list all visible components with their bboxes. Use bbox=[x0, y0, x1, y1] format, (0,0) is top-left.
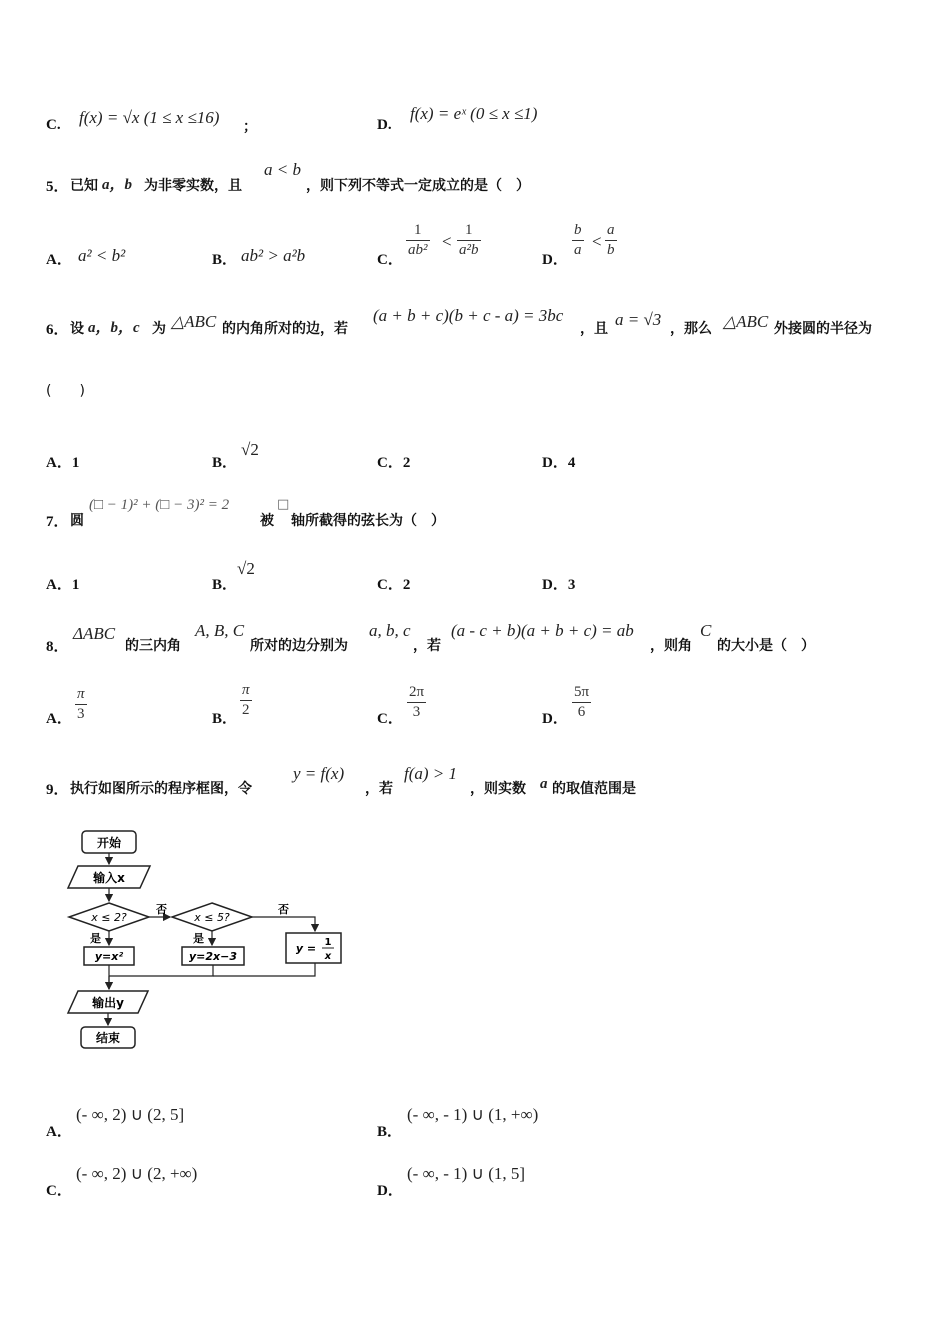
q7-option-c[interactable]: C．2 bbox=[377, 577, 411, 593]
q5-condition: a < b bbox=[264, 160, 301, 179]
q6-option-c[interactable]: C．2 bbox=[377, 455, 411, 471]
q9-option-b-expr: (- ∞, - 1) ∪ (1, +∞) bbox=[407, 1105, 539, 1124]
q6-condition-2: a = √3 bbox=[615, 310, 662, 329]
q7-stem-1: 圆 bbox=[70, 513, 84, 529]
q9-condition: f(a) > 1 bbox=[404, 764, 458, 783]
q6-triangle: △ABC bbox=[171, 312, 217, 331]
flow-decision-1-text: x ≤ 2? bbox=[91, 911, 127, 924]
q5-number: 5． bbox=[46, 179, 69, 195]
q9-option-c-label: C． bbox=[46, 1183, 72, 1199]
q8-option-b-label: B． bbox=[212, 711, 238, 727]
q9-var-a: a bbox=[540, 776, 548, 792]
q7-option-d[interactable]: D．3 bbox=[542, 577, 576, 593]
q5-option-c-fraction-1: 1 ab² bbox=[408, 222, 428, 258]
q8-angle-c: C bbox=[700, 621, 712, 640]
q7-number: 7． bbox=[46, 514, 69, 530]
q9-stem-1: 执行如图所示的程序框图，令 bbox=[70, 781, 252, 797]
q8-option-a-label: A． bbox=[46, 711, 72, 727]
q5-option-c-label: C． bbox=[377, 252, 403, 268]
q5-stem-3: ，则下列不等式一定成立的是（ ） bbox=[306, 178, 530, 194]
flow-no-1: 否 bbox=[156, 903, 167, 916]
q6-option-a[interactable]: A．1 bbox=[46, 455, 80, 471]
q6-answer-paren: ( ) bbox=[46, 383, 85, 399]
q4-option-d-label: D. bbox=[377, 117, 392, 133]
q9-option-d-expr: (- ∞, - 1) ∪ (1, 5] bbox=[407, 1164, 526, 1183]
q8-stem-1: 的三内角 bbox=[125, 638, 181, 654]
q6-stem-5: ，那么 bbox=[670, 321, 712, 337]
q8-angles: A, B, C bbox=[195, 621, 245, 640]
q6-option-b-expr: √2 bbox=[241, 440, 259, 459]
program-flowchart bbox=[60, 825, 360, 1070]
q9-stem-2: ，若 bbox=[365, 781, 393, 797]
q5-option-d-fraction-2: a b bbox=[607, 222, 615, 258]
flow-process-3-numerator: 1 bbox=[324, 937, 332, 948]
q8-option-d-label: D． bbox=[542, 711, 568, 727]
q4-option-c-sep: ； bbox=[243, 119, 257, 135]
q6-stem-3: 的内角所对的边，若 bbox=[222, 321, 348, 337]
q6-stem-vars: a，b，c bbox=[88, 320, 140, 336]
q6-number: 6． bbox=[46, 322, 69, 338]
q5-stem-vars: a，b bbox=[102, 177, 133, 193]
q7-stem-2: 被 bbox=[260, 513, 274, 529]
flow-decision-2-text: x ≤ 5? bbox=[194, 911, 230, 924]
flow-process-3-text: y = bbox=[295, 942, 317, 955]
q6-stem-2: 为 bbox=[152, 321, 166, 337]
q9-stem-3: ，则实数 bbox=[470, 781, 526, 797]
q8-option-c-fraction: 2π 3 bbox=[409, 684, 425, 720]
flow-input-text: 输入x bbox=[93, 871, 125, 885]
flow-process-3-denominator: x bbox=[324, 951, 332, 962]
q5-option-b-label: B． bbox=[212, 252, 238, 268]
q8-option-a-fraction: π 3 bbox=[77, 686, 85, 722]
q7-circle-equation: (□ − 1)² + (□ − 3)² = 2 bbox=[89, 497, 230, 513]
q6-stem-4: ，且 bbox=[580, 321, 608, 337]
q6-stem-6: 外接圆的半径为 bbox=[774, 321, 872, 337]
q7-stem-3: 轴所截得的弦长为（ ） bbox=[291, 513, 445, 529]
q8-stem-2: 所对的边分别为 bbox=[250, 638, 348, 654]
q7-missing-glyph: □ bbox=[277, 497, 290, 512]
q6-stem-1: 设 bbox=[70, 321, 84, 337]
flow-yes-1: 是 bbox=[90, 932, 101, 945]
q5-option-a-label: A． bbox=[46, 252, 72, 268]
flow-no-2: 否 bbox=[278, 903, 289, 916]
q5-option-d-fraction-1: b a bbox=[574, 222, 582, 258]
q6-option-b-label: B． bbox=[212, 455, 238, 471]
flow-yes-2: 是 bbox=[193, 932, 204, 945]
q4-option-c-label: C. bbox=[46, 117, 61, 133]
q6-option-d[interactable]: D．4 bbox=[542, 455, 576, 471]
flow-start-text: 开始 bbox=[96, 836, 122, 850]
q8-triangle: ΔABC bbox=[73, 624, 116, 643]
q6-condition: (a + b + c)(b + c - a) = 3bc bbox=[373, 306, 564, 325]
q8-condition: (a - c + b)(a + b + c) = ab bbox=[451, 621, 634, 640]
q4-option-c-expr: f(x) = √x (1 ≤ x ≤16) bbox=[79, 108, 220, 127]
q6-triangle-2: △ABC bbox=[723, 312, 769, 331]
q9-option-d-label: D． bbox=[377, 1183, 403, 1199]
q9-option-a-expr: (- ∞, 2) ∪ (2, 5] bbox=[76, 1105, 185, 1124]
q9-stem-4: 的取值范围是 bbox=[552, 781, 636, 797]
flow-process-1-text: y=x² bbox=[94, 950, 124, 963]
q8-stem-3: ，若 bbox=[413, 638, 441, 654]
q5-stem-1: 已知 bbox=[70, 178, 98, 194]
q5-stem-2: 为非零实数，且 bbox=[144, 178, 242, 194]
q8-option-d-fraction: 5π 6 bbox=[574, 684, 590, 720]
q9-number: 9． bbox=[46, 782, 69, 798]
q5-option-c-op: < bbox=[442, 232, 452, 251]
q8-option-b-fraction: π 2 bbox=[242, 682, 250, 718]
q8-option-c-label: C． bbox=[377, 711, 403, 727]
q5-option-d-op: < bbox=[592, 232, 602, 251]
q9-option-a-label: A． bbox=[46, 1124, 72, 1140]
q5-option-b-expr: ab² > a²b bbox=[241, 246, 306, 265]
q5-option-d-label: D． bbox=[542, 252, 568, 268]
q7-option-b-expr: √2 bbox=[237, 559, 255, 578]
flow-output-text: 输出y bbox=[92, 996, 124, 1010]
q7-option-b-label: B． bbox=[212, 577, 238, 593]
q7-option-a[interactable]: A．1 bbox=[46, 577, 80, 593]
q8-sides: a, b, c bbox=[369, 621, 411, 640]
q8-stem-5: 的大小是（ ） bbox=[717, 638, 815, 654]
q9-function: y = f(x) bbox=[293, 764, 345, 783]
q8-stem-4: ，则角 bbox=[650, 638, 692, 654]
flow-process-2-text: y=2x−3 bbox=[188, 950, 238, 963]
q5-option-a-expr: a² < b² bbox=[78, 246, 126, 265]
flow-end-text: 结束 bbox=[95, 1031, 121, 1045]
q9-option-b-label: B． bbox=[377, 1124, 403, 1140]
q4-option-d-expr: f(x) = eˣ (0 ≤ x ≤1) bbox=[410, 104, 538, 123]
q8-number: 8． bbox=[46, 639, 69, 655]
q9-option-c-expr: (- ∞, 2) ∪ (2, +∞) bbox=[76, 1164, 198, 1183]
q5-option-c-fraction-2: 1 a²b bbox=[459, 222, 479, 258]
